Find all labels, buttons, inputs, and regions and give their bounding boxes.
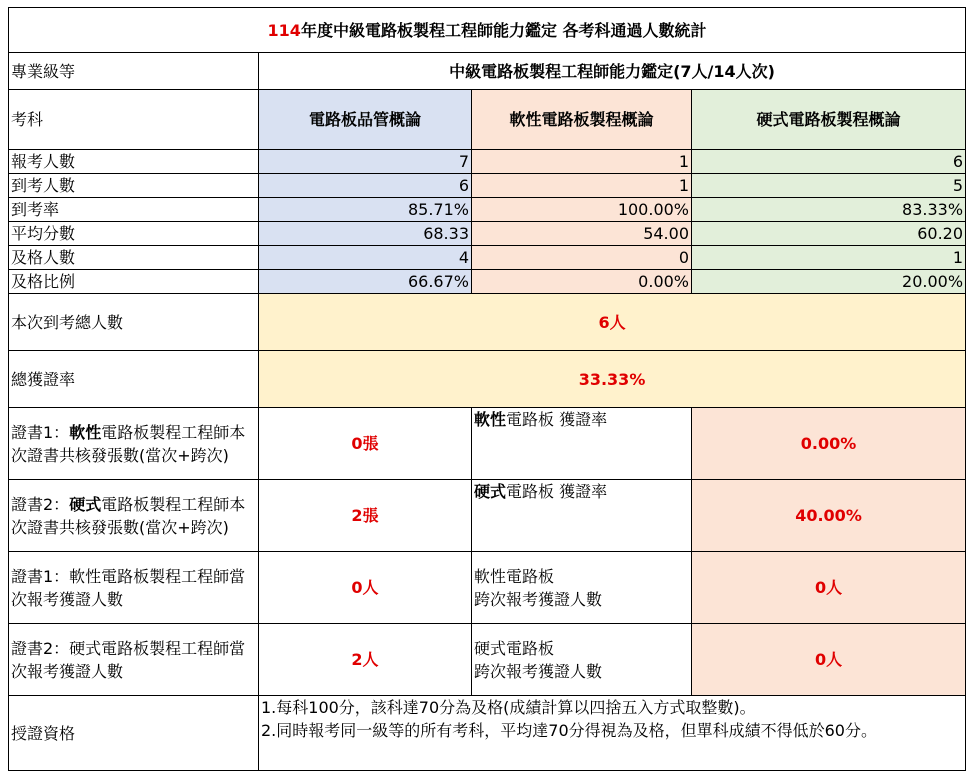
stat-label: 報考人數 xyxy=(9,150,259,174)
title-year: 114 xyxy=(267,20,301,40)
stat-value-1: 66.67% xyxy=(259,270,472,294)
subject-1: 電路板品管概論 xyxy=(259,90,472,150)
stat-value-2: 54.00 xyxy=(472,222,692,246)
stat-value-1: 4 xyxy=(259,246,472,270)
statistics-table xyxy=(8,7,966,771)
subjects-label: 考科 xyxy=(9,90,259,150)
stat-value-2: 0.00% xyxy=(472,270,692,294)
cert-1-rate: 0.00% xyxy=(692,408,966,480)
title-text: 年度中級電路板製程工程師能力鑑定 各考科通過人數統計 xyxy=(300,20,707,40)
stat-label: 到考人數 xyxy=(9,174,259,198)
table-row xyxy=(9,222,966,246)
stat-value-3: 5 xyxy=(692,174,966,198)
stat-value-1: 6 xyxy=(259,174,472,198)
qualification-line-1: 1.每科100分，該科達70分為及格(成績計算以四捨五入方式取整數)。 xyxy=(261,698,756,717)
stat-label: 平均分數 xyxy=(9,222,259,246)
count-2-cross-line2: 跨次報考獲證人數 xyxy=(474,661,603,681)
qualification-line-2: 2.同時報考同一級等的所有考科，平均達70分得視為及格，但單科成績不得低於60分。 xyxy=(261,721,877,740)
table-row xyxy=(9,246,966,270)
total-attendees-label: 本次到考總人數 xyxy=(9,294,259,351)
count-1-cross-value: 0人 xyxy=(692,552,966,624)
total-cert-rate-label: 總獲證率 xyxy=(9,351,259,408)
cert-1-bold: 軟性 xyxy=(69,422,102,442)
stat-value-2: 100.00% xyxy=(472,198,692,222)
stat-label: 到考率 xyxy=(9,198,259,222)
count-1-cross-line1: 軟性電路板 xyxy=(474,566,555,586)
stat-value-3: 20.00% xyxy=(692,270,966,294)
stat-value-1: 85.71% xyxy=(259,198,472,222)
cert-2-label xyxy=(9,480,259,552)
count-2-value: 2人 xyxy=(259,624,472,696)
count-1-cross-label xyxy=(472,552,692,624)
cert-1-prefix: 證書1： xyxy=(11,422,70,442)
subject-2: 軟性電路板製程概論 xyxy=(472,90,692,150)
count-2-label: 證書2：硬式電路板製程工程師當次報考獲證人數 xyxy=(9,624,259,696)
count-2-cross-value: 0人 xyxy=(692,624,966,696)
total-cert-rate-value: 33.33% xyxy=(259,351,966,408)
cert-2-count: 2張 xyxy=(259,480,472,552)
table-row xyxy=(9,174,966,198)
table-row xyxy=(9,150,966,174)
stat-value-3: 60.20 xyxy=(692,222,966,246)
cert-2-rate: 40.00% xyxy=(692,480,966,552)
cert-2-bold: 硬式 xyxy=(69,494,102,514)
count-1-value: 0人 xyxy=(259,552,472,624)
count-2-cross-label xyxy=(472,624,692,696)
cert-1-rate-label xyxy=(472,408,692,480)
stat-value-2: 0 xyxy=(472,246,692,270)
stat-value-2: 1 xyxy=(472,174,692,198)
stat-value-3: 83.33% xyxy=(692,198,966,222)
qualification-text xyxy=(259,696,966,771)
count-1-cross-line2: 跨次報考獲證人數 xyxy=(474,589,603,609)
stat-value-3: 6 xyxy=(692,150,966,174)
count-1-label: 證書1：軟性電路板製程工程師當次報考獲證人數 xyxy=(9,552,259,624)
stat-value-3: 1 xyxy=(692,246,966,270)
cert-1-rest: 電路板製程工程師本次證書共核發張數(當次+跨次) xyxy=(11,422,246,465)
subject-3: 硬式電路板製程概論 xyxy=(692,90,966,150)
cert-2-rest: 電路板製程工程師本次證書共核發張數(當次+跨次) xyxy=(11,494,246,537)
level-value: 中級電路板製程工程師能力鑑定(7人/14人次) xyxy=(259,53,966,90)
stat-value-2: 1 xyxy=(472,150,692,174)
table-row xyxy=(9,270,966,294)
cert-1-count: 0張 xyxy=(259,408,472,480)
table-title xyxy=(9,8,966,53)
cert-2-prefix: 證書2： xyxy=(11,494,70,514)
cert-1-rate-bold: 軟性 xyxy=(474,410,507,429)
level-label: 專業級等 xyxy=(9,53,259,90)
cert-1-label xyxy=(9,408,259,480)
qualification-label: 授證資格 xyxy=(9,696,259,771)
cert-1-rate-rest: 電路板 獲證率 xyxy=(506,410,608,429)
stat-value-1: 7 xyxy=(259,150,472,174)
cert-2-rate-bold: 硬式 xyxy=(474,482,507,501)
total-attendees-value: 6人 xyxy=(259,294,966,351)
count-2-cross-line1: 硬式電路板 xyxy=(474,638,555,658)
stat-label: 及格人數 xyxy=(9,246,259,270)
cert-2-rate-label xyxy=(472,480,692,552)
cert-2-rate-rest: 電路板 獲證率 xyxy=(506,482,608,501)
stat-value-1: 68.33 xyxy=(259,222,472,246)
stat-label: 及格比例 xyxy=(9,270,259,294)
table-row xyxy=(9,198,966,222)
